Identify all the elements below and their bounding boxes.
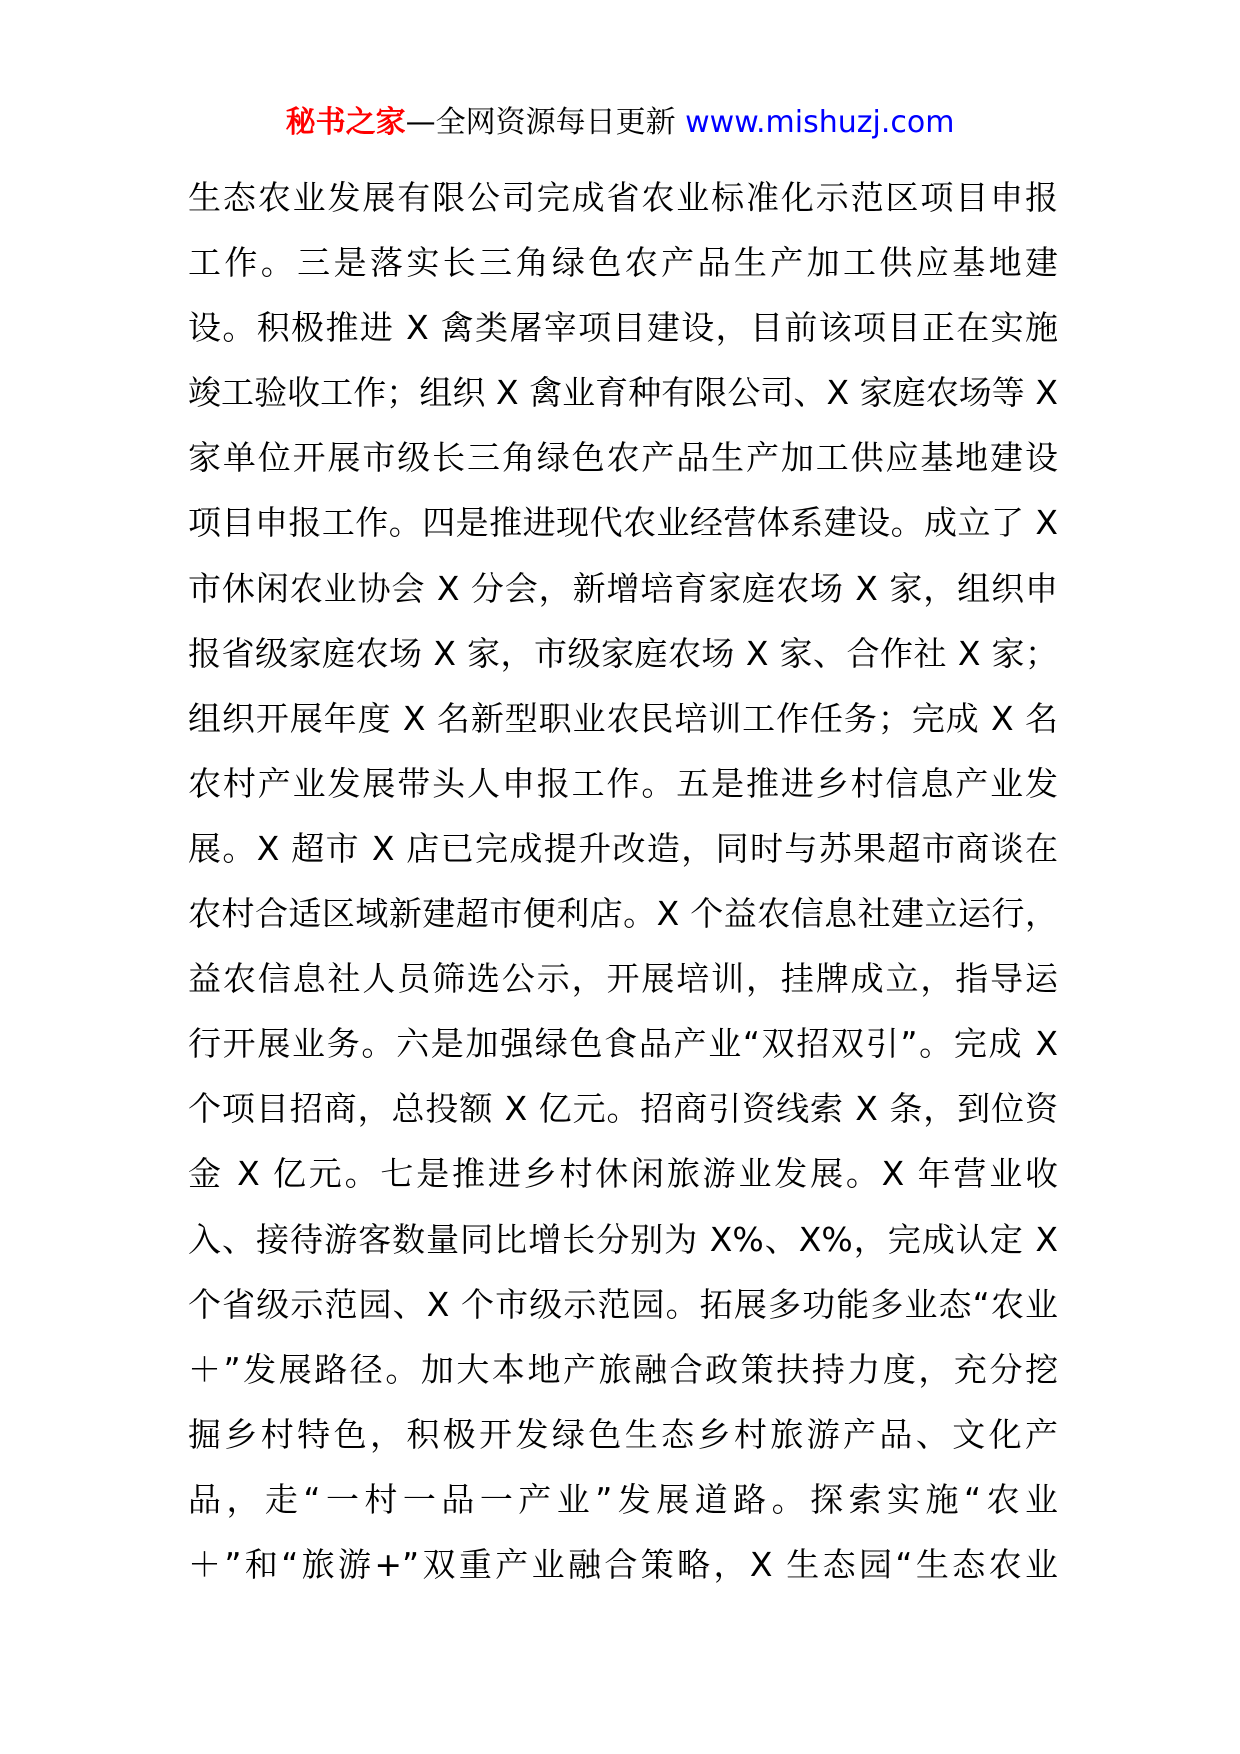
text-line: 益农信息社人员筛选公示，开展培训，挂牌成立，指导运 — [188, 959, 1058, 999]
text-line: 品，走“一村一品一产业”发展道路。探索实施“农业 — [188, 1479, 1058, 1519]
text-line: 竣工验收工作；组织 X 禽业育种有限公司、X 家庭农场等 X — [188, 373, 1058, 413]
text-line: 生态农业发展有限公司完成省农业标准化示范区项目申报 — [188, 178, 1058, 217]
text-line: ＋”发展路径。加大本地产旅融合政策扶持力度，充分挖 — [188, 1349, 1058, 1389]
site-url-link[interactable]: www.mishuzj.com — [685, 105, 955, 140]
text-line: 掘乡村特色，积极开发绿色生态乡村旅游产品、文化产 — [188, 1414, 1058, 1454]
text-line: ＋”和“旅游+”双重产业融合策略，X 生态园“生态农业 — [188, 1544, 1058, 1584]
text-line: 项目申报工作。四是推进现代农业经营体系建设。成立了 X — [188, 503, 1058, 543]
text-line: 展。X 超市 X 店已完成提升改造，同时与苏果超市商谈在 — [188, 828, 1058, 868]
text-line: 设。积极推进 X 禽类屠宰项目建设，目前该项目正在实施 — [188, 308, 1058, 348]
site-brand: 秘书之家 — [285, 105, 406, 140]
document-body — [188, 165, 1058, 1597]
text-line: 个省级示范园、X 个市级示范园。拓展多功能多业态“农业 — [188, 1284, 1058, 1324]
site-header — [0, 98, 1240, 148]
text-line: 工作。三是落实长三角绿色农产品生产加工供应基地建 — [188, 243, 1058, 283]
text-line: 家单位开展市级长三角绿色农产品生产加工供应基地建设 — [188, 438, 1058, 478]
text-line: 农村合适区域新建超市便利店。X 个益农信息社建立运行， — [188, 894, 1058, 934]
text-line: 金 X 亿元。七是推进乡村休闲旅游业发展。X 年营业收 — [188, 1154, 1058, 1194]
text-line: 市休闲农业协会 X 分会，新增培育家庭农场 X 家，组织申 — [188, 568, 1058, 608]
text-line: 组织开展年度 X 名新型职业农民培训工作任务；完成 X 名 — [188, 698, 1058, 738]
site-tagline: —全网资源每日更新 — [405, 105, 686, 140]
text-line: 入、接待游客数量同比增长分别为 X%、X%，完成认定 X — [188, 1219, 1058, 1259]
text-line: 行开展业务。六是加强绿色食品产业“双招双引”。完成 X — [188, 1024, 1058, 1064]
text-line: 农村产业发展带头人申报工作。五是推进乡村信息产业发 — [188, 763, 1058, 803]
text-line: 报省级家庭农场 X 家，市级家庭农场 X 家、合作社 X 家； — [188, 633, 1058, 673]
text-line: 个项目招商，总投额 X 亿元。招商引资线索 X 条，到位资 — [188, 1089, 1058, 1129]
